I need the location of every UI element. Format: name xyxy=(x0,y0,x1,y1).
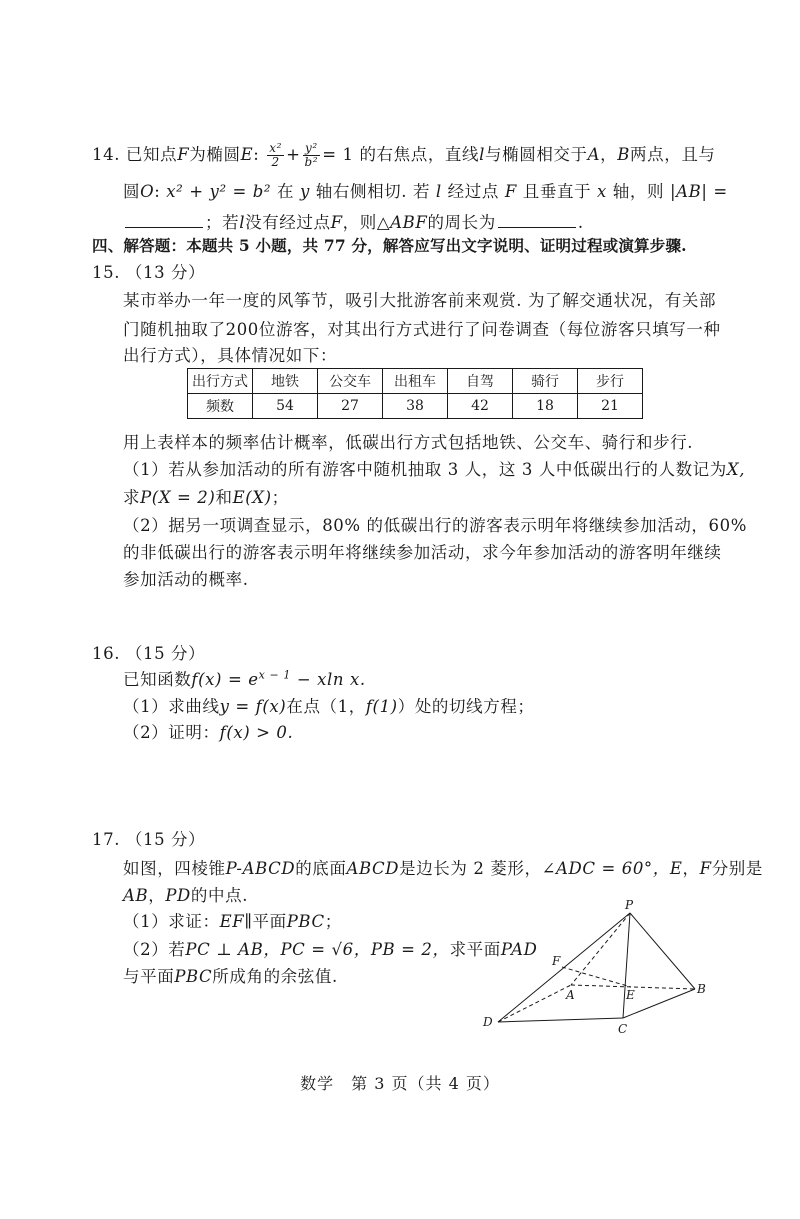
table-row-header xyxy=(188,369,643,394)
label-C: C xyxy=(618,1022,628,1036)
q15-sub1-line1: （1）若从参加活动的所有游客中随机抽取 3 人，这 3 人中低碳出行的人数记为X, xyxy=(123,460,746,479)
q15-p4: 用上表样本的频率估计概率，低碳出行方式包括地铁、公交车、骑行和步行. xyxy=(123,433,694,452)
label-D: D xyxy=(483,1015,493,1029)
q15-p1: 某市举办一年一度的风筝节，吸引大批游客前来观赏. 为了解交通状况，有关部 xyxy=(123,291,717,310)
edge-DA xyxy=(498,985,571,1022)
q15-sub1-line2: 求P(X = 2)和E(X)； xyxy=(123,488,289,507)
q17-sub1: （1）求证：EF∥平面PBC； xyxy=(123,912,342,931)
table-col: 步行 xyxy=(578,369,643,394)
q14-line2: 圆O: x² + y² = b² 在 y 轴右侧相切. 若 l 经过点 F 且垂直于 x 轴，则 |AB| = xyxy=(123,182,728,201)
q16-sub2: （2）证明：f(x) > 0. xyxy=(123,723,294,742)
q14-line3: ；若l没有经过点F，则△ABF的周长为 . xyxy=(123,209,584,233)
edge-PB xyxy=(630,913,695,989)
q17-sub2-line1: （2）若PC ⊥ AB，PC = √6，PB = 2，求平面PAD xyxy=(123,940,538,959)
table-col: 骑行 xyxy=(513,369,578,394)
table-cell: 38 xyxy=(383,394,448,419)
table-cell: 54 xyxy=(253,394,318,419)
answer-blank-2 xyxy=(498,215,576,228)
q15-sub2-line3: 参加活动的概率. xyxy=(123,570,249,589)
label-B: B xyxy=(697,982,706,996)
edge-DC xyxy=(498,1018,623,1022)
q15-p2: 门随机抽取了200位游客，对其出行方式进行了问卷调查（每位游客只填写一种 xyxy=(123,320,721,339)
table-header-label: 出行方式 xyxy=(188,369,253,394)
frac-x2-over-2: $\frac{\text{x²}}{2}$ xyxy=(269,141,283,169)
table-col: 出租车 xyxy=(383,369,448,394)
circle-equation: x² + y² = b² xyxy=(166,182,272,201)
q16-header: 16. （15 分） xyxy=(92,644,206,663)
section-heading: 四、解答题：本题共 5 小题，共 77 分，解答应写出文字说明、证明过程或演算步骤. xyxy=(92,236,687,255)
q17-header: 17. （15 分） xyxy=(92,830,206,849)
q16-sub1: （1）求曲线y = f(x)在点（1，f(1)）处的切线方程； xyxy=(123,697,535,716)
answer-blank-1 xyxy=(125,215,203,228)
table-row-values xyxy=(188,394,643,419)
label-P: P xyxy=(625,898,634,912)
frac-y2-over-b2: $\frac{\text{y²}}{\text{b²}}$ xyxy=(304,141,319,169)
q16-p1: 已知函数$f(x) = e^{x - 1} - xln$ x. xyxy=(123,668,366,689)
q14-line1: 14. 已知点F为椭圆E: $\frac{\text{x²}}{2}$ + $\frac{\text{y²}}{\text{b²}}$ = 1 的右焦点，直线l与椭圆相交于A，B两点，且与 xyxy=(92,141,716,169)
table-cell: 27 xyxy=(318,394,383,419)
table-cell: 18 xyxy=(513,394,578,419)
table-row-label: 频数 xyxy=(188,394,253,419)
q15-header: 15. （13 分） xyxy=(92,263,206,282)
label-F: F xyxy=(552,954,561,968)
q15-sub2-line1: （2）据另一项调查显示，80% 的低碳出行的游客表示明年将继续参加活动，60% xyxy=(123,516,747,535)
q17-p2: AB，PD的中点. xyxy=(123,886,249,905)
label-A: A xyxy=(566,988,575,1002)
edge-PA xyxy=(571,913,630,985)
table-col: 自驾 xyxy=(448,369,513,394)
table-col: 公交车 xyxy=(318,369,383,394)
q15-p3: 出行方式），具体情况如下： xyxy=(123,346,338,365)
table-cell: 21 xyxy=(578,394,643,419)
table-col: 地铁 xyxy=(253,369,318,394)
q15-sub2-line2: 的非低碳出行的游客表示明年将继续参加活动，求今年参加活动的游客明年继续 xyxy=(123,543,722,562)
q17-sub2-line2: 与平面PBC所成角的余弦值. xyxy=(123,967,338,986)
table-cell: 42 xyxy=(448,394,513,419)
pyramid-figure xyxy=(470,895,720,1045)
label-E: E xyxy=(626,988,635,1002)
q14-number: 14. xyxy=(92,145,121,164)
edge-PC xyxy=(623,913,630,1018)
q17-p1: 如图，四棱锥P-ABCD的底面ABCD是边长为 2 菱形，∠ADC = 60°，E，F分别是 xyxy=(123,859,764,878)
frequency-table xyxy=(187,368,643,419)
page-footer: 数学 第 3 页（共 4 页） xyxy=(300,1074,500,1093)
